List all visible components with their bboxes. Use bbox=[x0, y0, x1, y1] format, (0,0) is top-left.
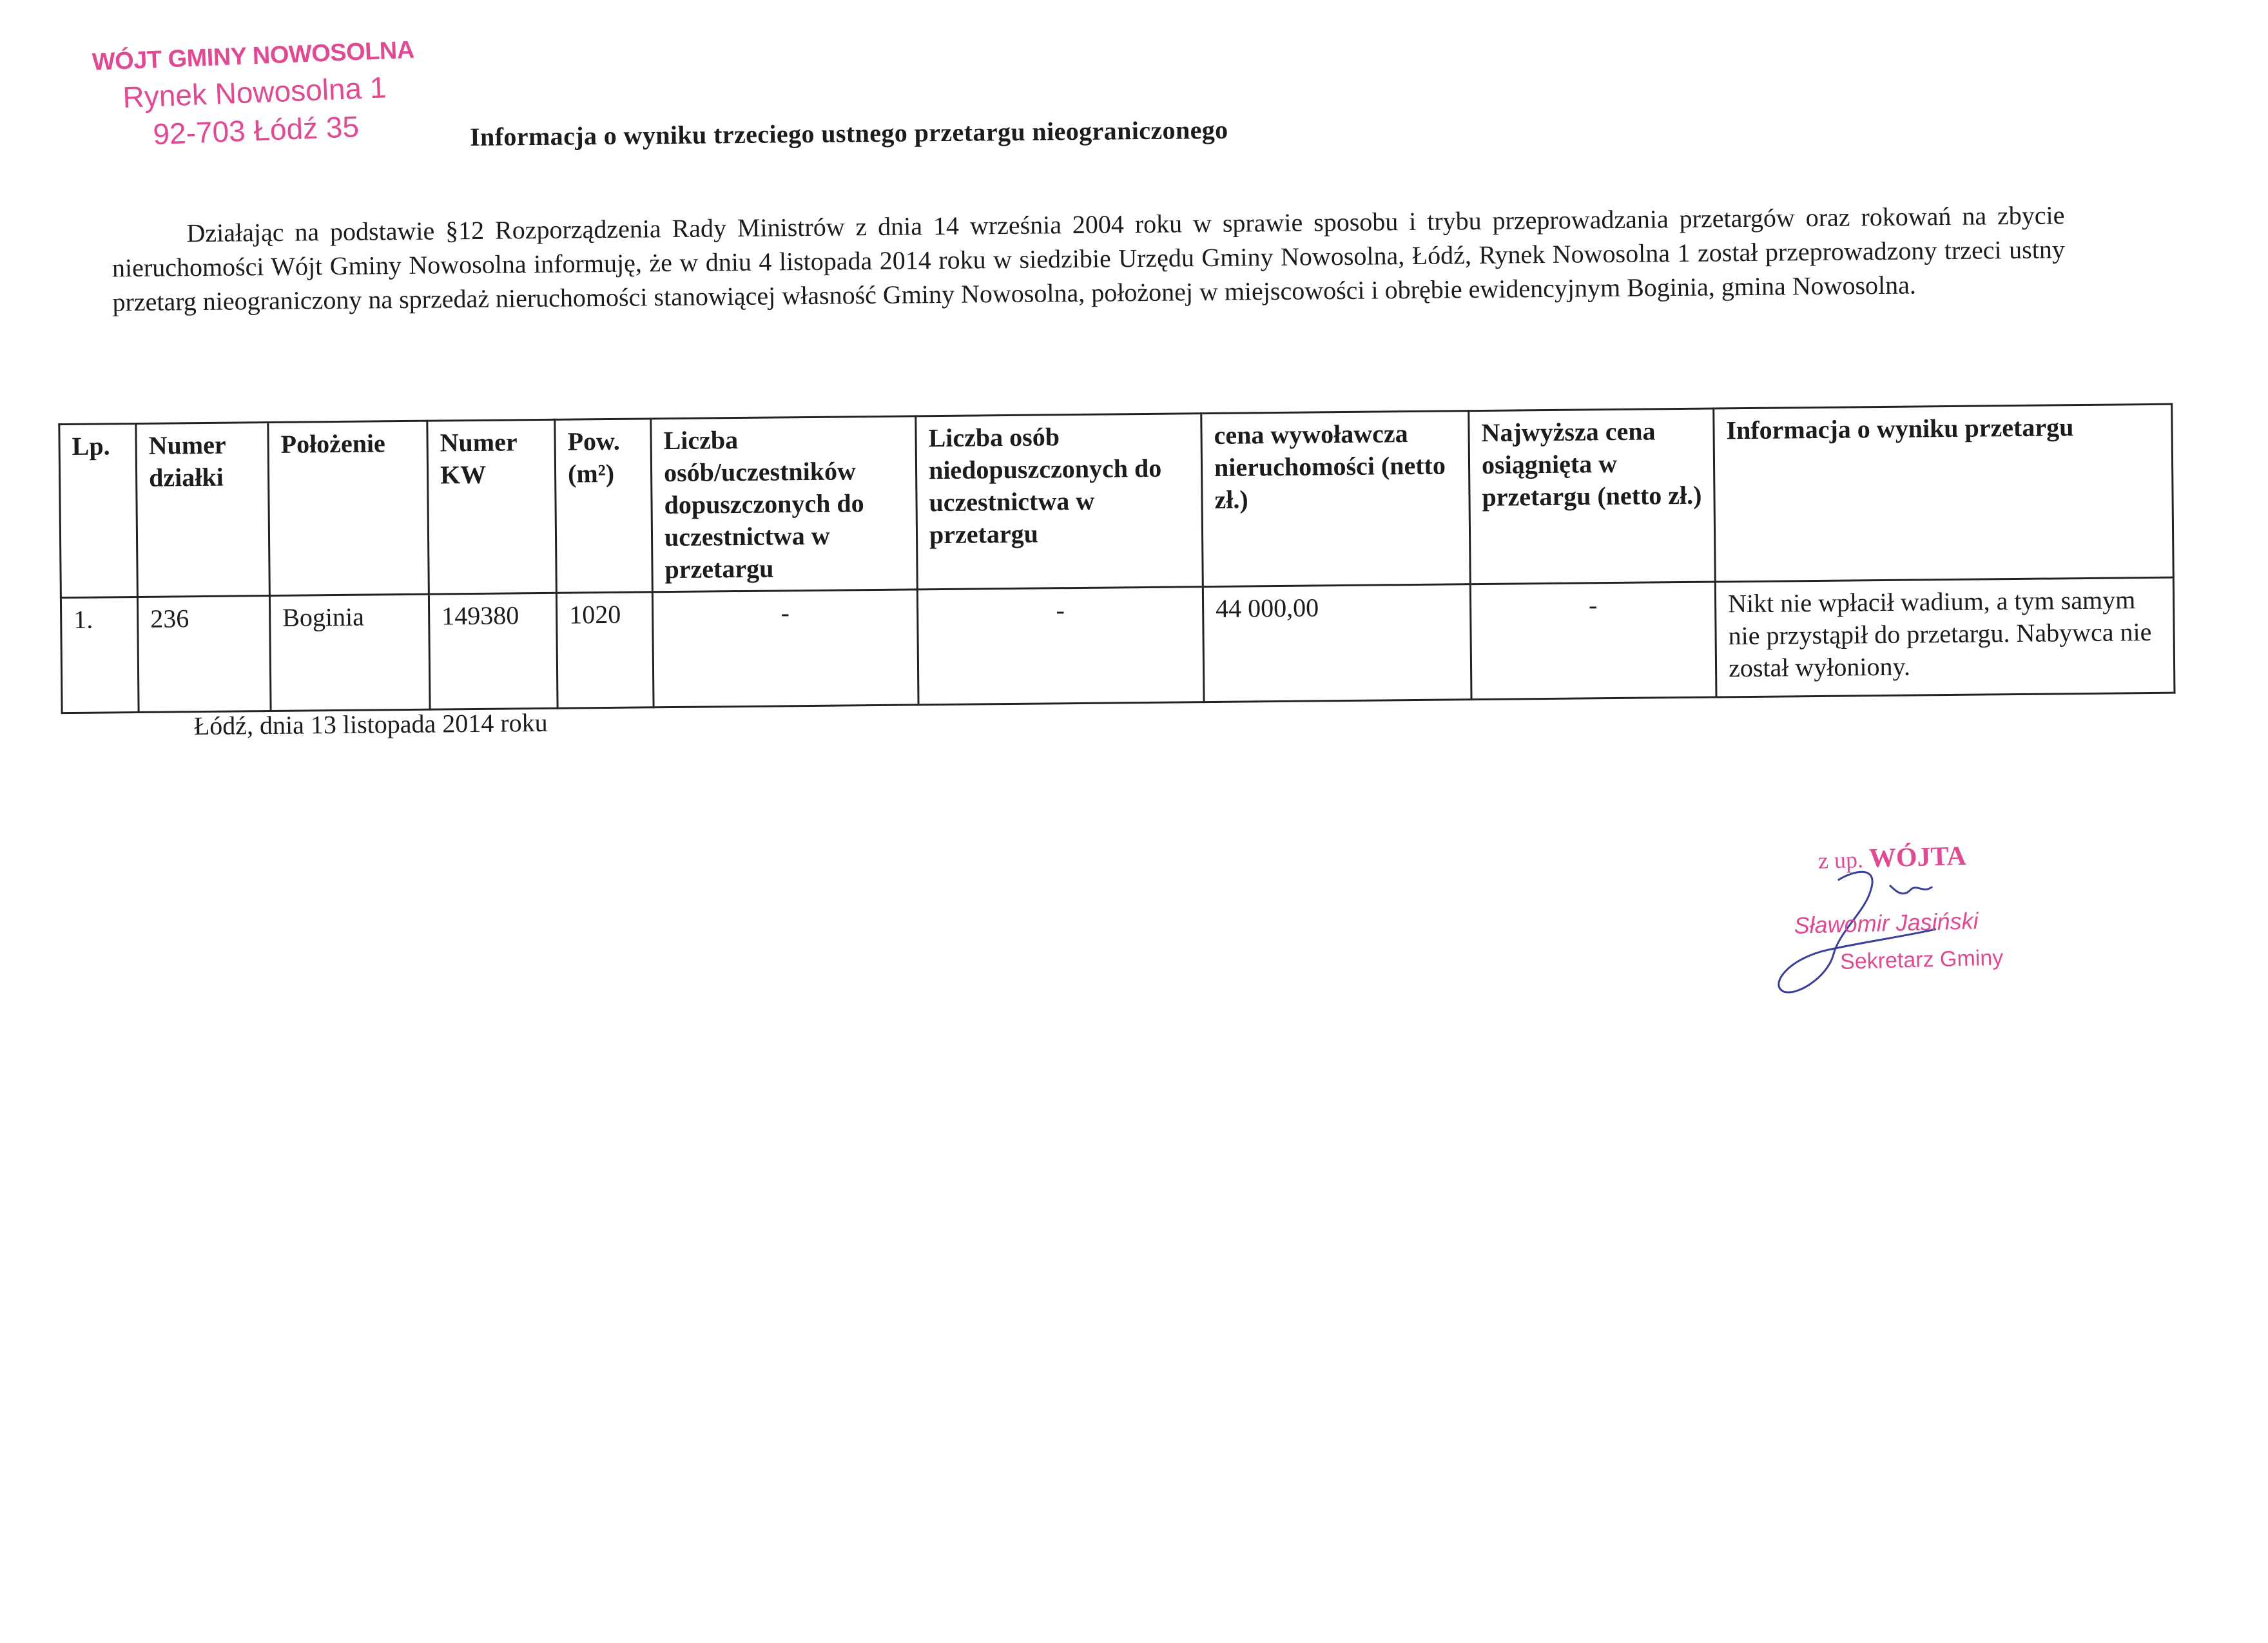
signatory-name: Sławomir Jasiński bbox=[1794, 907, 1979, 939]
closing-date: Łódź, dnia 13 listopada 2014 roku bbox=[193, 707, 548, 741]
cell-admitted: - bbox=[652, 590, 918, 707]
signature-authorization bbox=[1817, 841, 1966, 876]
cell-location: Boginia bbox=[269, 594, 430, 711]
office-stamp bbox=[72, 33, 437, 156]
stamp-line-2: Rynek Nowosolna 1 bbox=[122, 70, 387, 115]
signature-office: WÓJTA bbox=[1868, 841, 1967, 874]
cell-not-admitted: - bbox=[917, 587, 1204, 705]
header-kw-number: Numer KW bbox=[427, 419, 557, 594]
cell-kw-number: 149380 bbox=[429, 593, 557, 709]
header-highest-price: Najwyższa cena osiągnięta w przetargu (netto zł.) bbox=[1469, 408, 1716, 584]
header-lp: Lp. bbox=[59, 424, 138, 598]
cell-starting-price: 44 000,00 bbox=[1203, 584, 1471, 702]
header-not-admitted: Liczba osób niedopuszczonych do uczestnictwa w przetargu bbox=[916, 414, 1203, 590]
header-result-info: Informacja o wyniku przetargu bbox=[1714, 404, 2174, 582]
table-row bbox=[61, 577, 2175, 713]
header-location: Położenie bbox=[268, 421, 429, 595]
cell-result-info: Nikt nie wpłacił wadium, a tym samym nie przystąpił do przetargu. Nabywca nie został wyłoniony. bbox=[1715, 577, 2175, 697]
header-plot-number: Numer działki bbox=[136, 423, 270, 597]
signatory-role: Sekretarz Gminy bbox=[1839, 945, 2004, 974]
document-title: Informacja o wyniku trzeciego ustnego przetargu nieograniczonego bbox=[469, 115, 1228, 152]
cell-plot-number: 236 bbox=[137, 596, 271, 713]
signature-prefix: z up. bbox=[1817, 847, 1864, 874]
cell-area: 1020 bbox=[556, 592, 654, 708]
header-starting-price: cena wywoławcza nieruchomości (netto zł.) bbox=[1201, 411, 1471, 587]
cell-highest-price: - bbox=[1470, 582, 1716, 700]
intro-paragraph: Działając na podstawie §12 Rozporządzenia Rady Ministrów z dnia 14 września 2004 roku w sprawie sposobu i trybu przeprowadzania przetargów oraz rokowań na zbycie nieruchomości Wójt Gminy Nowosolna informuję, że w dniu 4 listopada 2014 roku w siedzibie Urzędu Gminy Nowosolna, Łódź, Rynek Nowosolna 1 został przeprowadzony trzeci ustny przetarg nieograniczony na sprzedaż nieruchomości stanowiącej własność Gminy Nowosolna, położonej w miejscowości i obrębie ewidencyjnym Boginia, gmina Nowosolna. bbox=[111, 200, 2066, 317]
header-area: Pow. (m²) bbox=[555, 419, 653, 593]
signature-stamp bbox=[1740, 829, 2075, 974]
header-admitted: Liczba osób/uczestników dopuszczonych do uczestnictwa w przetargu bbox=[651, 416, 918, 592]
cell-lp: 1. bbox=[61, 597, 139, 713]
stamp-line-3: 92-703 Łódź 35 bbox=[152, 110, 360, 151]
auction-results-table bbox=[58, 403, 2175, 714]
stamp-line-1: WÓJT GMINY NOWOSOLNA bbox=[92, 36, 415, 76]
table-header-row bbox=[59, 404, 2173, 597]
